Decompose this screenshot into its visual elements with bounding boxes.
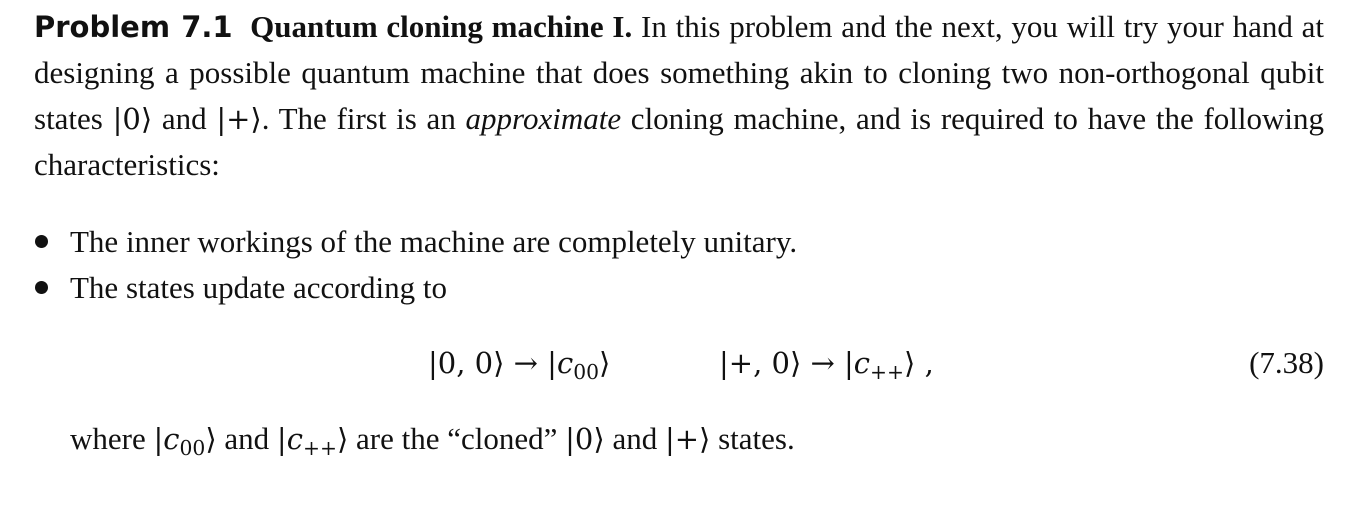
intro-text-b: . The first is an bbox=[261, 101, 466, 136]
bullet-item-unitary bbox=[34, 219, 1324, 265]
c00-var: c bbox=[163, 422, 180, 456]
cpp-close: ⟩ bbox=[336, 422, 349, 456]
eq-left-sub: 00 bbox=[573, 360, 599, 384]
bullet-item-update bbox=[34, 265, 1324, 311]
eq-right-input: |+, 0⟩ → | bbox=[719, 346, 854, 380]
eq-left-input: |0, 0⟩ → | bbox=[428, 346, 557, 380]
bullet-icon bbox=[35, 235, 48, 248]
where-clause bbox=[70, 416, 795, 462]
characteristics-list bbox=[34, 219, 1324, 311]
state-plus: |+⟩ bbox=[216, 102, 262, 136]
eq-left-close: ⟩ bbox=[599, 346, 611, 380]
problem-title: Quantum cloning machine I. bbox=[250, 9, 633, 44]
equation-number: (7.38) bbox=[1249, 345, 1324, 380]
eq-right-sub: ++ bbox=[870, 360, 905, 384]
equation-left-mapping bbox=[428, 340, 610, 386]
equation-7-38 bbox=[34, 340, 1324, 386]
cpp-var: c bbox=[286, 422, 303, 456]
c00-sub: 00 bbox=[179, 436, 206, 460]
cpp-open: | bbox=[276, 422, 287, 456]
document-page bbox=[34, 0, 1325, 460]
eq-right-var: c bbox=[853, 346, 871, 380]
intro-text-a: In this problem and the next, you will try your hand at designing a possible quantum machine that does something akin to cloning two non-orthogonal qubit states bbox=[34, 9, 1324, 136]
c00-ket bbox=[153, 422, 217, 460]
equation-right-mapping bbox=[719, 340, 934, 386]
and-word-2: and bbox=[604, 421, 665, 456]
eq-left-var: c bbox=[556, 346, 574, 380]
bullet-text: The inner workings of the machine are completely unitary. bbox=[70, 224, 798, 259]
problem-number: Problem 7.1 bbox=[34, 10, 233, 44]
plus-ket: |+⟩ bbox=[664, 422, 711, 456]
cloned-text: are the “cloned” bbox=[348, 421, 566, 456]
approximate-word: approximate bbox=[465, 101, 622, 136]
c00-open: | bbox=[153, 422, 164, 456]
bullet-text: The states update according to bbox=[70, 270, 448, 305]
zero-ket: |0⟩ bbox=[565, 422, 605, 456]
problem-paragraph bbox=[34, 0, 1324, 188]
state-zero: |0⟩ bbox=[112, 102, 153, 136]
and-word: and bbox=[152, 101, 217, 136]
eq-right-close: ⟩ , bbox=[904, 346, 934, 380]
and-word-1: and bbox=[216, 421, 277, 456]
cpp-sub: ++ bbox=[302, 436, 337, 460]
cpp-ket bbox=[276, 422, 349, 460]
intro-text-c: cloning machine, and is required to have the following characteristics: bbox=[34, 101, 1325, 182]
where-word: where bbox=[70, 421, 154, 456]
c00-close: ⟩ bbox=[205, 422, 217, 456]
states-end-text: states. bbox=[710, 421, 795, 456]
bullet-icon bbox=[35, 281, 48, 294]
